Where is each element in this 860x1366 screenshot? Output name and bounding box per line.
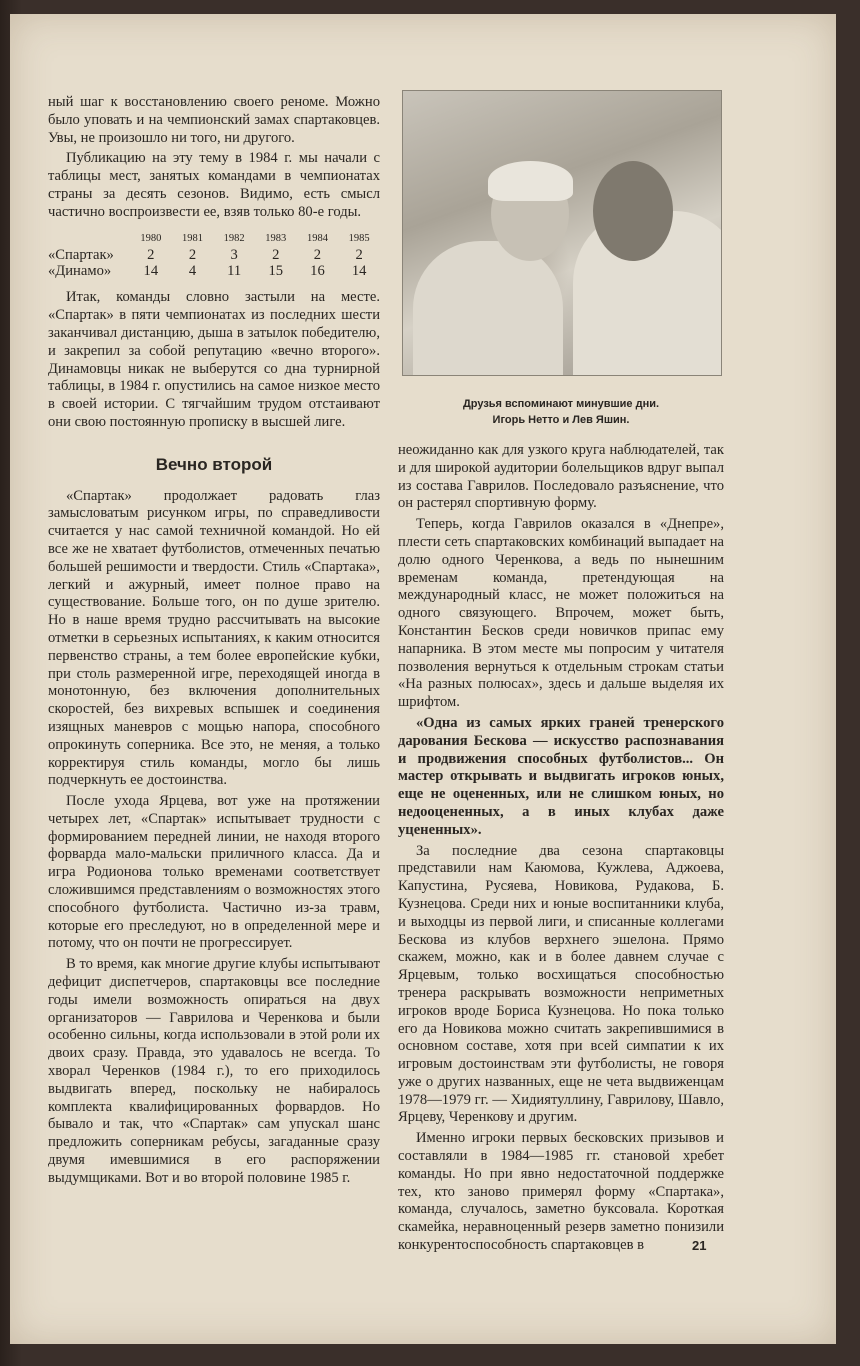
- place-cell: 11: [227, 263, 242, 280]
- year-header: 1984: [306, 232, 328, 244]
- place-cell: 4: [188, 263, 197, 280]
- body-paragraph: «Спартак» продолжает радовать глаз замысловатым рисунком игры, по справедливости считается у нас самой техничной командой. Но ей все же не хватает футболистов, отмеченных печатью большей решимости и твердости. Стиль «Спартака», легкий и ажурный, имеет полное право на существование. Больше того, он по душе зрителю. Но в наше время трудно рассчитывать на высокие отметки в серьезных испытаниях, к каким относится первенство страны, а тем более европейские кубки, при столь размеренной игре, переходящей иногда в монотонную, без включения дополнительных скоростей, без вихревых вспышек и соединения изящных маневров с мощью напора, способного опрокинуть соперника. Все это, не меняя, а только корректируя стиль команды, могло бы лишь подчеркнуть ее достоинства.: [48, 487, 380, 789]
- team-name: «Спартак»: [48, 247, 114, 264]
- left-column: [48, 94, 380, 1188]
- table-row: [48, 263, 380, 279]
- team-name: «Динамо»: [48, 263, 112, 280]
- body-paragraph: Именно игроки первых бесковских призывов и составляли в 1984—1985 гг. становой хребет команды. Но при явно недостаточной поддержке тех, кто заново примерял форму «Спартака», команда, случалось, заметно буксовала. Короткая скамейка, неравноценный резерв заметно понизили конкурентоспособность спартаковцев в: [398, 1130, 724, 1254]
- year-header: 1985: [348, 232, 370, 244]
- place-cell: 2: [147, 247, 155, 264]
- photo-netto-yashin: [402, 90, 722, 376]
- table-row: [48, 247, 380, 263]
- place-cell: 14: [351, 263, 367, 280]
- place-cell: 15: [268, 263, 284, 280]
- photo-caption: [400, 396, 722, 428]
- body-paragraph: После ухода Ярцева, вот уже на протяжении четырех лет, «Спартак» испытывает трудности с формированием передней линии, не находя второго форварда мало-мальски приличного класса. Да и игра Родионова только временами соответствует сложившимся представлениям о возможностях этого способного футболиста. Частично из-за травм, которые его преследуют, но в определенной мере и потому, что он почти не прогрессирует.: [48, 793, 380, 952]
- body-paragraph: Теперь, когда Гаврилов оказался в «Днепре», плести сеть спартаковских комбинаций выпадает на долю одного Черенкова, а ведь по нынешним временам команда, претендующая на международный класс, не может положиться на одного связующего. Впрочем, может быть, Константин Бесков среди новичков припас ему напарника. В этом месте мы попросим у читателя позволения вернуться к отдельным строкам статьи «На разных полюсах», здесь и дальше выделяя их шрифтом.: [398, 516, 724, 711]
- right-column: [398, 442, 724, 1255]
- body-paragraph: неожиданно как для узкого круга наблюдателей, так и для широкой аудитории болельщиков вдруг выпал из состава Гаврилов. Последовало разъяснение, что он растерял спортивную форму.: [398, 442, 724, 512]
- place-cell: 2: [188, 247, 197, 264]
- intro-paragraph: ный шаг к восстановлению своего реноме. Можно было уповать и на чемпионский замах спартаковцев. Увы, не произошло ни того, ни другого.: [48, 94, 380, 146]
- place-cell: 2: [355, 247, 363, 264]
- standings-table-header: [48, 230, 380, 248]
- paragraph-after-table: Итак, команды словно застыли на месте. «Спартак» в пяти чемпионатах из последних шести заканчивал дистанцию, дыша в затылок победителю, и закрепил за собой репутацию «вечно второго». Динамовцы никак не выберутся со дна турнирной таблицы, в 1984 г. опустились на самое низкое место в своей истории. С тягчайшим трудом отстаивают они свою постоянную прописку в высшей лиге.: [48, 289, 380, 430]
- body-paragraph: За последние два сезона спартаковцы представили нам Каюмова, Кужлева, Аджоева, Капустина, Русяева, Новикова, Рудакова, Б. Кузнецова. Среди них и юные воспитанники клуба, и выходцы из первой лиги, и списанные коллегами Бескова из клубов верхнего эшелона. Прямо скажем, можно, как и в более давнем случае с Ярцевым, только восхищаться способностью тренера раскрывать возможности неприметных игроков вроде Бориса Кузнецова. Но пока только его да Новикова можно считать закрепившимися в основном составе, хотя при всей симпатии к их игровым достоинствам эти футболисты, не говоря уже о других названных, еще не чета выдвиженцам 1978—1979 гг. — Хидиятуллину, Гаврилову, Шавло, Ярцеву, Черенкову и другим.: [398, 842, 724, 1126]
- place-cell: 3: [230, 247, 238, 264]
- table-intro-paragraph: Публикацию на эту тему в 1984 г. мы начали с таблицы мест, занятых командами в чемпионатах страны за десять сезонов. Видимо, есть смысл частично воспроизвести ее, взяв только 80-е годы.: [48, 150, 380, 220]
- place-cell: 16: [310, 263, 325, 280]
- body-paragraph: В то время, как многие другие клубы испытывают дефицит диспетчеров, спартаковцы все последние годы имели возможность опираться на двух организаторов — Гаврилова и Черенкова и были особенно сильны, когда использовали в этой роли их двоих сразу. Правда, это удавалось не всегда. То хворал Черенков (1984 г.), то его приходилось выдвигать вперед, поскольку не набиралось комплекта квалифицированных форвардов. Но бывало и так, что «Спартак» сам упускал шанс предложить соперникам ребусы, загаданные сразу двумя имевшимися в его распоряжении выдумщиками. Вот и во второй половине 1985 г.: [48, 956, 380, 1186]
- page-number: 21: [692, 1238, 707, 1253]
- section-heading: Вечно второй: [155, 454, 273, 474]
- caption-line: Друзья вспоминают минувшие дни.: [462, 398, 660, 410]
- place-cell: 14: [143, 263, 159, 280]
- place-cell: 2: [313, 247, 322, 264]
- standings-table: [48, 230, 380, 280]
- year-header: 1980: [140, 232, 162, 244]
- quote-paragraph: «Одна из самых ярких граней тренерского дарования Бескова — искусство распознавания и продвижения способных футболистов... Он мастер открывать и выдвигать игроков юных, еще не оцененных, или не слишком юных, но недооцененных, а в иных клубах даже уцененных».: [398, 714, 724, 838]
- year-header: 1981: [181, 232, 203, 244]
- year-header: 1982: [223, 232, 245, 244]
- place-cell: 2: [272, 247, 280, 264]
- caption-line: Игорь Нетто и Лев Яшин.: [492, 414, 630, 426]
- year-header: 1983: [265, 232, 287, 244]
